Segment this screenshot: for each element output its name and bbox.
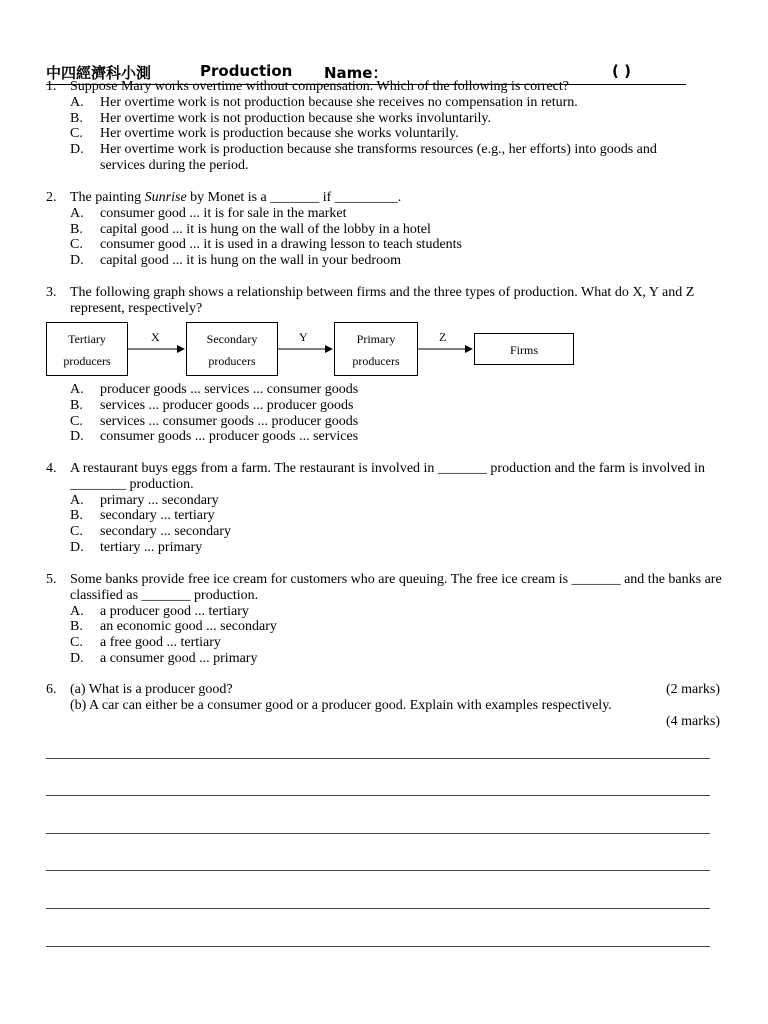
label-y: Y <box>299 330 308 344</box>
question-6 <box>46 682 730 729</box>
answer-line[interactable] <box>46 795 710 796</box>
option-c: C. secondary ... secondary <box>70 524 232 540</box>
marks-a: (2 marks) <box>665 682 720 697</box>
option-a: A. a producer good ... tertiary <box>70 603 249 619</box>
flow-arrows <box>0 0 768 400</box>
option-d: D. consumer goods ... producer goods ... services <box>70 429 359 445</box>
option-b: B. capital good ... it is hung on the wall of the lobby in a hotel <box>70 221 431 237</box>
answer-line[interactable] <box>46 946 710 947</box>
label-z: Z <box>439 330 447 344</box>
question-number: 4. <box>46 461 57 476</box>
painting-title: Sunrise <box>144 190 187 205</box>
name-label: Name： <box>324 64 388 82</box>
answer-line[interactable] <box>46 870 710 871</box>
option-c: C. Her overtime work is production because she works voluntarily. <box>70 126 459 142</box>
option-a: A. primary ... secondary <box>70 492 219 508</box>
option-d: D. a consumer good ... primary <box>70 650 258 666</box>
question-stem: A restaurant buys eggs from a farm. The restaurant is involved in _______ production and the farm is involved in ________ production. <box>70 461 706 492</box>
option-c: C. a free good ... tertiary <box>70 635 221 651</box>
question-stem: Some banks provide free ice cream for customers who are queuing. The free ice cream is _______ and the banks are classified as _______ production. <box>70 572 722 603</box>
part-a: (a) What is a producer good? (2 marks) <box>70 682 720 697</box>
answer-line[interactable] <box>46 758 710 759</box>
answer-line[interactable] <box>46 833 710 834</box>
option-a: A. producer goods ... services ... consumer goods <box>70 382 359 397</box>
question-number: 1. <box>46 79 57 94</box>
option-a: A. consumer good ... it is for sale in the market <box>70 205 347 221</box>
option-b: B. Her overtime work is not production because she works involuntarily. <box>70 110 492 126</box>
question-4 <box>46 461 730 556</box>
question-stem: The painting Sunrise by Monet is a _______ if _________. <box>70 190 402 205</box>
firms-box: Firms <box>474 333 574 365</box>
option-d: D. capital good ... it is hung on the wall in your bedroom <box>70 253 401 269</box>
option-b: B. secondary ... tertiary <box>70 508 215 524</box>
option-c: C. services ... consumer goods ... producer goods <box>70 413 359 429</box>
option-a: A. Her overtime work is not production because she receives no compensation in return. <box>70 94 578 110</box>
question-number: 6. <box>46 682 57 697</box>
marks-b-row <box>70 714 720 730</box>
secondary-producers-box: Secondary producers <box>186 322 278 376</box>
question-stem: The following graph shows a relationship between firms and the three types of production. What do X, Y and Z represent, respectively? <box>70 285 695 316</box>
question-number: 3. <box>46 285 57 300</box>
subject-title: 中四經濟科小測 <box>46 64 152 82</box>
option-b: B. services ... producer goods ... producer goods <box>70 397 354 413</box>
option-c: C. consumer good ... it is used in a drawing lesson to teach students <box>70 237 462 253</box>
marks-b: (4 marks) <box>665 713 720 729</box>
topic-title: Production <box>200 62 293 80</box>
tertiary-producers-box: Tertiary producers <box>46 322 128 376</box>
answer-line[interactable] <box>46 908 710 909</box>
primary-producers-box: Primary producers <box>334 322 418 376</box>
question-number: 2. <box>46 190 57 205</box>
question-3-options <box>46 382 700 445</box>
question-number: 5. <box>46 572 57 587</box>
label-x: X <box>151 330 160 344</box>
question-stem: Suppose Mary works overtime without compensation. Which of the following is correct? <box>70 79 569 94</box>
option-d: D. tertiary ... primary <box>70 539 203 555</box>
class-number-paren: ( ) <box>612 62 631 80</box>
option-b: B. an economic good ... secondary <box>70 619 277 635</box>
part-b: (b) A car can either be a consumer good or a producer good. Explain with examples respectively. <box>70 697 612 713</box>
question-5 <box>46 572 730 667</box>
option-d: D. Her overtime work is production because she transforms resources (e.g., her efforts) into goods and services during the period. <box>70 142 657 173</box>
